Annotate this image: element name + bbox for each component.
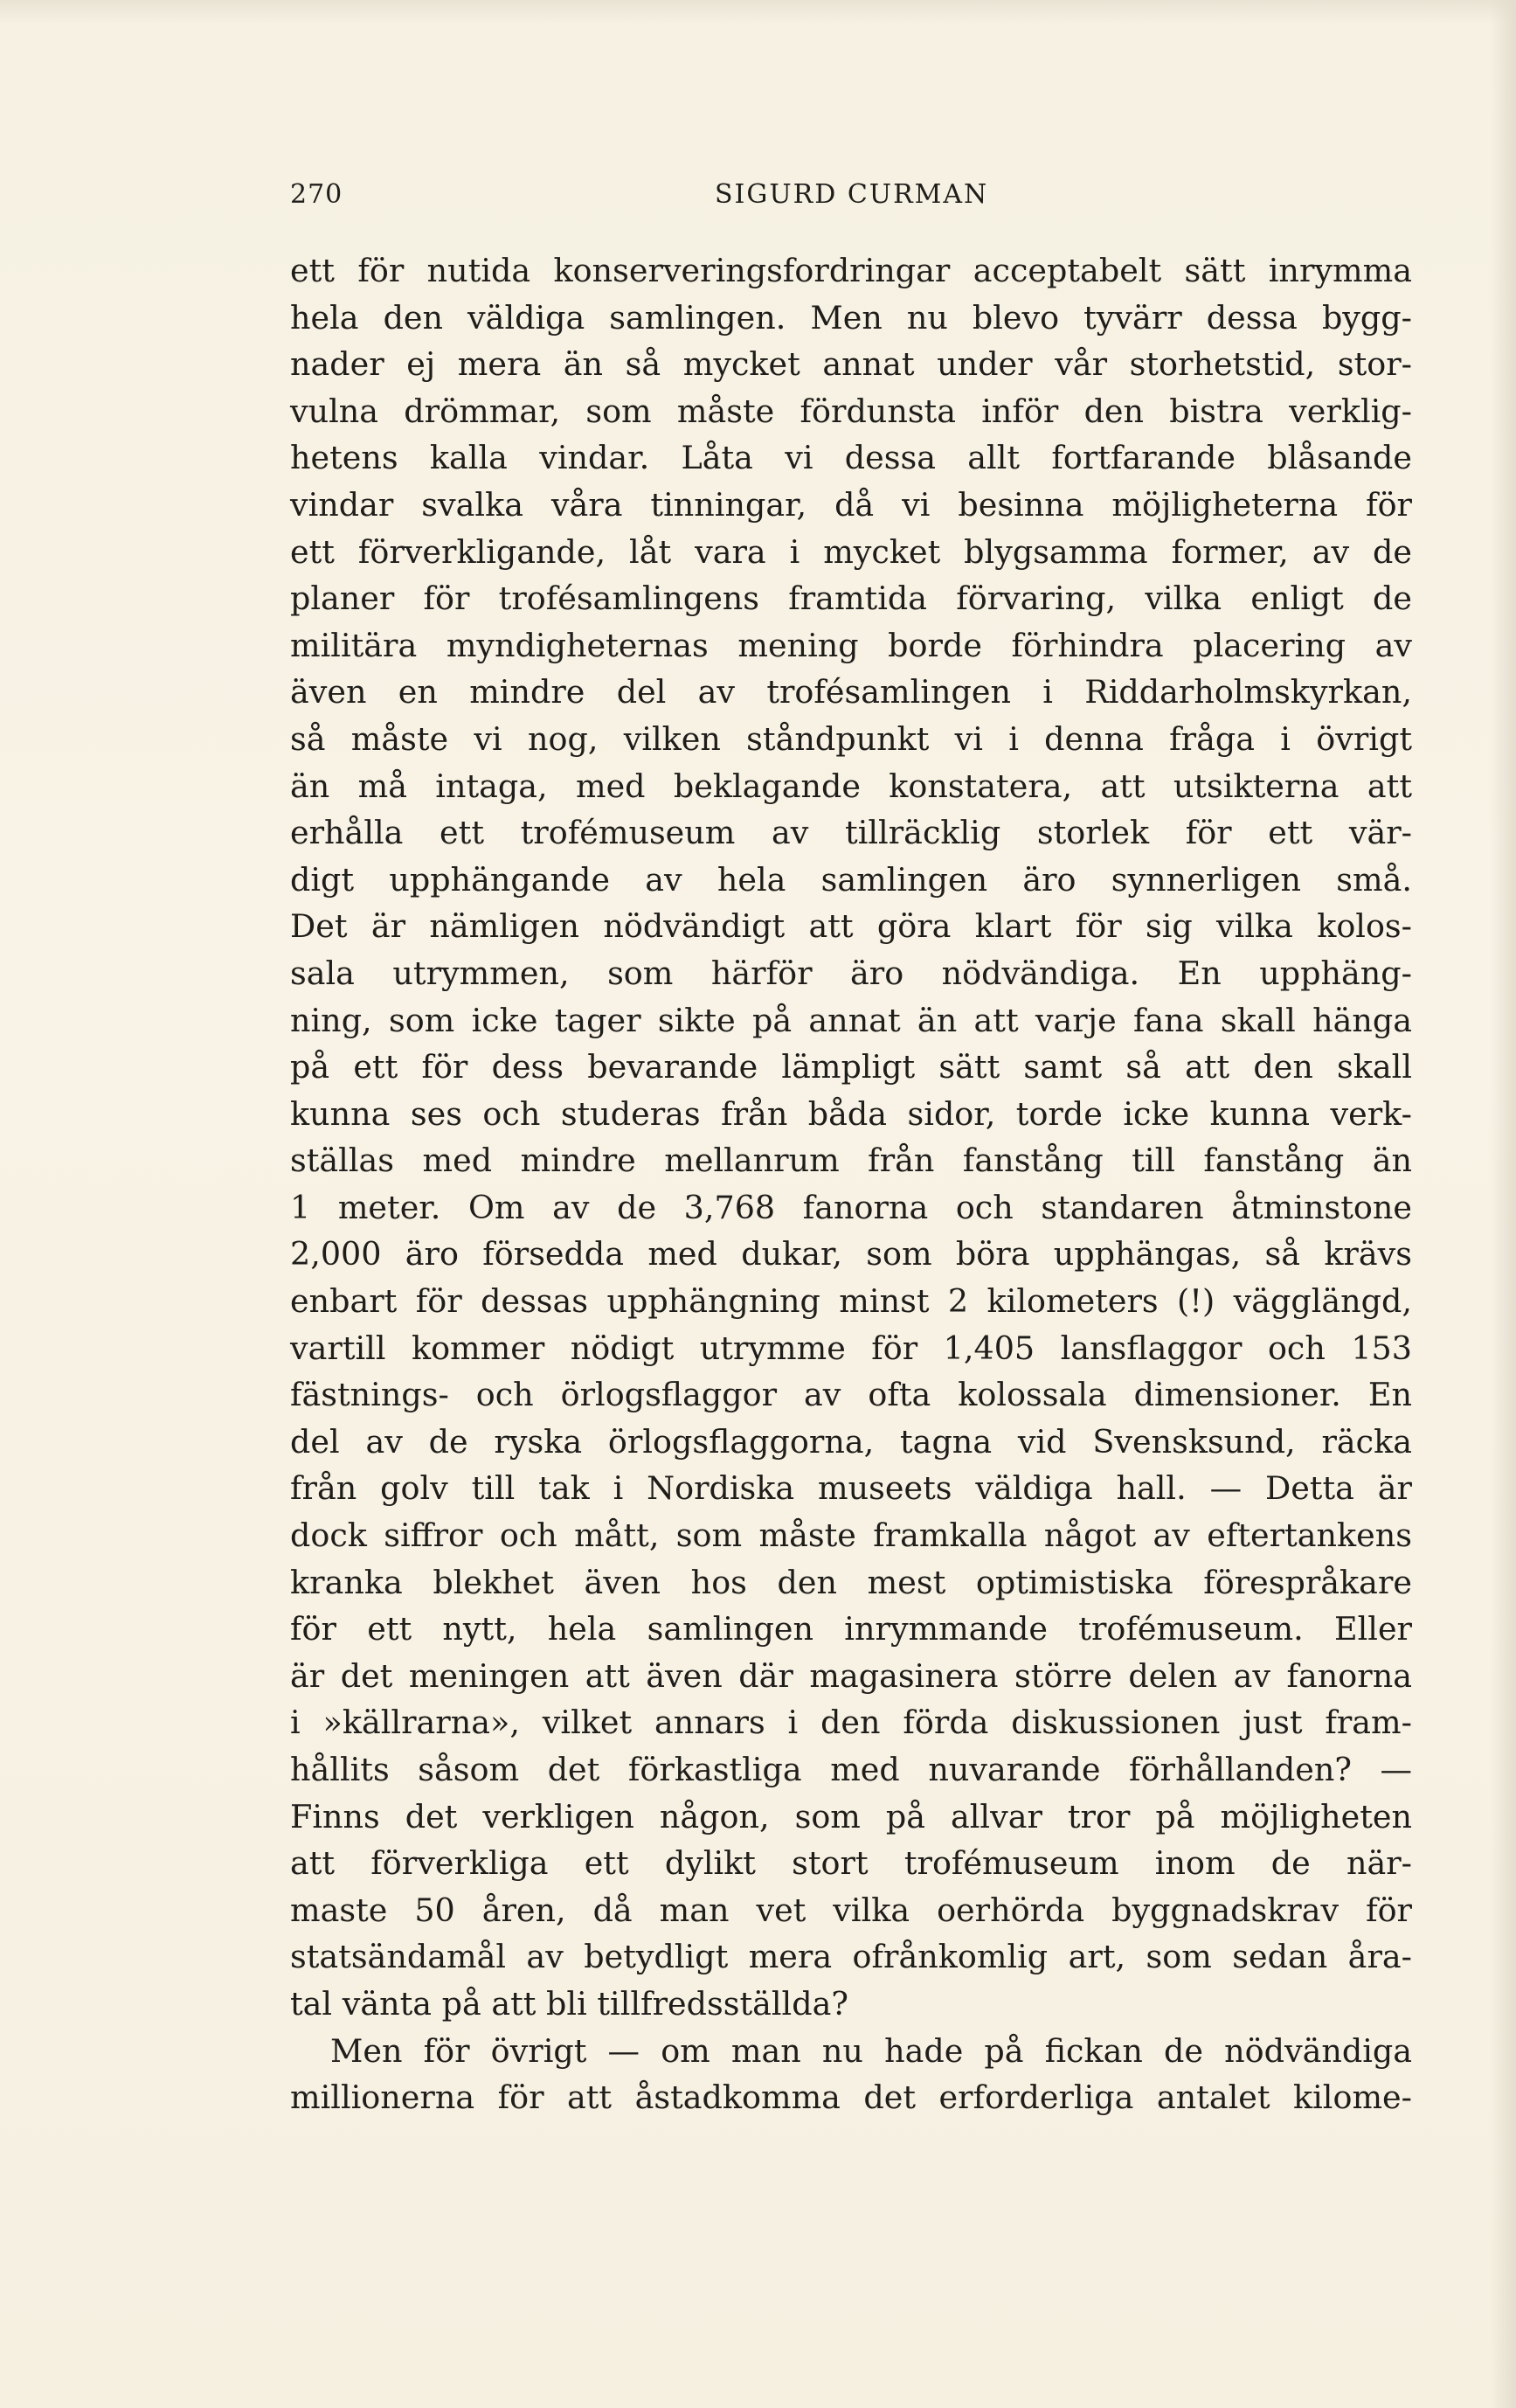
body-text: [290, 247, 1412, 2121]
text-line: på ett för dess bevarande lämpligt sätt samt så att den skall: [290, 1048, 1412, 1086]
text-line: maste 50 åren, då man vet vilka oerhörda byggnadskrav för: [290, 1891, 1412, 1929]
text-line: 2,000 äro försedda med dukar, som böra upphängas, så krävs: [290, 1235, 1412, 1273]
text-line: från golv till tak i Nordiska museets väldiga hall. — Detta är: [290, 1469, 1412, 1508]
text-line: ett för nutida konserveringsfordringar acceptabelt sätt inrymma: [290, 252, 1412, 289]
page-header: [290, 179, 1199, 223]
page-edge-shadow-right: [1490, 0, 1516, 2408]
text-line: millionerna för att åstadkomma det erforderliga antalet kilome-: [290, 2078, 1412, 2117]
text-line: sala utrymmen, som härför äro nödvändiga. En upphäng-: [290, 954, 1412, 992]
text-line: kunna ses och studeras från båda sidor, torde icke kunna verk-: [290, 1094, 1412, 1133]
text-line: hållits såsom det förkastliga med nuvarande förhållanden? —: [290, 1751, 1412, 1788]
running-head: SIGURD CURMAN: [715, 179, 989, 210]
text-line: ställas med mindre mellanrum från fanstång till fanstång än: [290, 1142, 1412, 1180]
text-line: dock siffror och mått, som måste framkalla något av eftertankens: [290, 1516, 1412, 1555]
text-line: vindar svalka våra tinningar, då vi besinna möjligheterna för: [290, 485, 1412, 524]
text-line: så måste vi nog, vilken ståndpunkt vi i denna fråga i övrigt: [290, 719, 1412, 758]
text-line: militära myndigheternas mening borde förhindra placering av: [290, 626, 1412, 664]
text-line: del av de ryska örlogsflaggorna, tagna vid Svensksund, räcka: [290, 1422, 1412, 1461]
text-line: även en mindre del av trofésamlingen i Riddarholmskyrkan,: [290, 673, 1412, 711]
text-line: Det är nämligen nödvändigt att göra klart för sig vilka kolos-: [290, 907, 1412, 946]
text-line: Finns det verkligen någon, som på allvar tror på möjligheten: [290, 1797, 1412, 1835]
text-line: kranka blekhet även hos den mest optimistiska förespråkare: [290, 1563, 1412, 1601]
text-line: hela den väldiga samlingen. Men nu blevo tyvärr dessa bygg-: [290, 298, 1412, 337]
text-line: 1 meter. Om av de 3,768 fanorna och standaren åtminstone: [290, 1188, 1412, 1226]
text-line: ning, som icke tager sikte på annat än att varje fana skall hänga: [290, 1001, 1412, 1039]
text-line: erhålla ett trofémuseum av tillräcklig storlek för ett vär-: [290, 814, 1412, 852]
page-number: 270: [290, 179, 343, 210]
text-line: vartill kommer nödigt utrymme för 1,405 lansflaggor och 153: [290, 1329, 1412, 1367]
text-line: fästnings- och örlogsflaggor av ofta kolossala dimensioner. En: [290, 1376, 1412, 1414]
text-line: tal vänta på att bli tillfredsställda?: [290, 1984, 848, 2023]
text-line: vulna drömmar, som måste fördunsta inför den bistra verklig-: [290, 392, 1412, 430]
text-line: hetens kalla vindar. Låta vi dessa allt fortfarande blåsande: [290, 439, 1412, 477]
text-line: enbart för dessas upphängning minst 2 kilometers (!) vägglängd,: [290, 1282, 1412, 1321]
text-line: planer för trofésamlingens framtida förvaring, vilka enligt de: [290, 579, 1412, 618]
text-line: i »källrarna», vilket annars i den förda diskussionen just fram-: [290, 1704, 1412, 1742]
paragraph-start-line: Men för övrigt — om man nu hade på fickan de nödvändiga: [330, 2031, 1412, 2070]
text-line: digt upphängande av hela samlingen äro synnerligen små.: [290, 860, 1412, 899]
text-line: nader ej mera än så mycket annat under vår storhetstid, stor-: [290, 345, 1412, 384]
text-line: att förverkliga ett dylikt stort trofémuseum inom de när-: [290, 1844, 1412, 1883]
text-line: för ett nytt, hela samlingen inrymmande trofémuseum. Eller: [290, 1610, 1412, 1648]
page-edge-shadow-top: [0, 0, 1516, 24]
text-line: ett förverkligande, låt vara i mycket blygsamma former, av de: [290, 532, 1412, 571]
text-line: än må intaga, med beklagande konstatera, att utsikterna att: [290, 767, 1412, 805]
text-line: statsändamål av betydligt mera ofrånkomlig art, som sedan åra-: [290, 1938, 1412, 1976]
text-line: är det meningen att även där magasinera större delen av fanorna: [290, 1656, 1412, 1695]
